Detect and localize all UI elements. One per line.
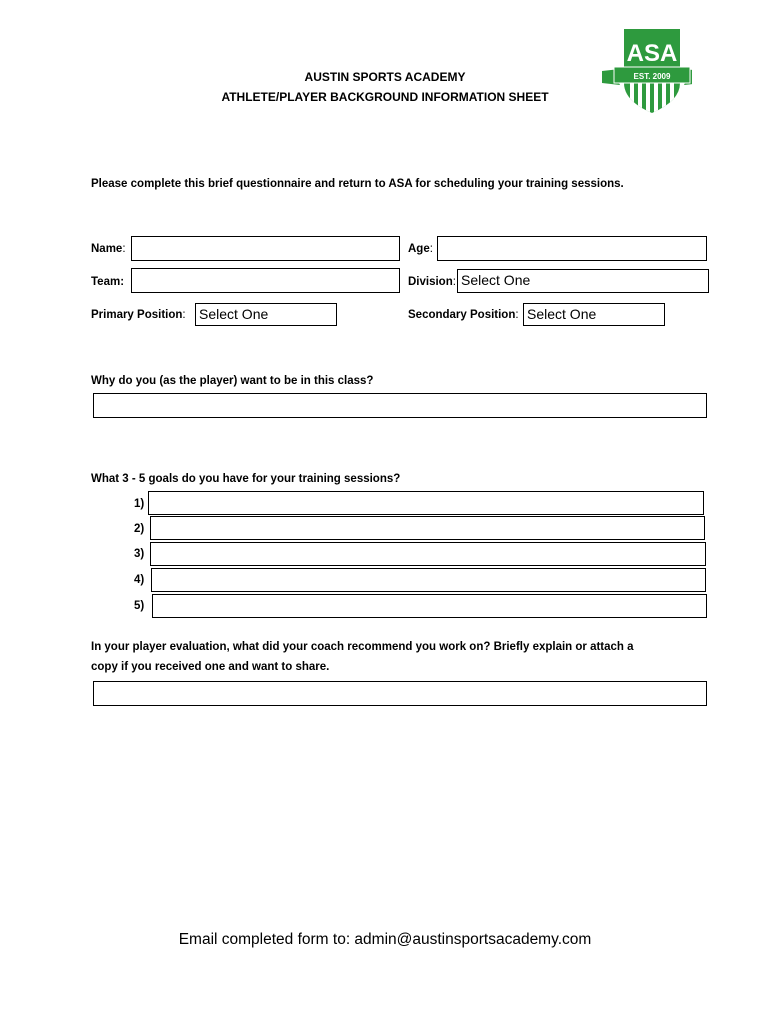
org-title: AUSTIN SPORTS ACADEMY [304, 70, 466, 84]
eval-answer-field[interactable] [93, 681, 707, 706]
asa-logo [600, 25, 692, 117]
goals-question: What 3 - 5 goals do you have for your training sessions? [91, 473, 401, 485]
division-select[interactable]: Select One [457, 269, 709, 293]
goal-field-5[interactable] [152, 594, 707, 618]
name-colon: : [122, 243, 126, 255]
sheet-title: ATHLETE/PLAYER BACKGROUND INFORMATION SHEET [221, 90, 549, 104]
division-label-text: Division [408, 276, 453, 288]
age-field[interactable] [437, 236, 707, 261]
shield-logo-icon [600, 25, 692, 117]
secondary-label-text: Secondary Position [408, 309, 516, 321]
age-label-text: Age [408, 243, 430, 255]
age-label [408, 243, 433, 255]
goal-field-1[interactable] [148, 491, 704, 515]
team-label: Team: [91, 276, 125, 288]
secondary-colon: : [515, 309, 519, 321]
goal-number-2: 2) [134, 523, 145, 535]
team-field[interactable] [131, 268, 400, 293]
eval-question-line1: In your player evaluation, what did your coach recommend you work on? Briefly explain or attach a [91, 641, 634, 653]
intro-text: Please complete this brief questionnaire and return to ASA for scheduling your training sessions. [91, 178, 624, 190]
goal-field-2[interactable] [150, 516, 705, 540]
logo-est: EST. 2009 [633, 72, 671, 81]
primary-colon: : [182, 309, 186, 321]
secondary-position-select[interactable]: Select One [523, 303, 665, 326]
goal-field-4[interactable] [151, 568, 706, 592]
age-colon: : [429, 243, 433, 255]
division-label [408, 276, 456, 288]
goal-field-3[interactable] [150, 542, 706, 566]
goal-number-4: 4) [134, 574, 145, 586]
goal-number-3: 3) [134, 548, 145, 560]
secondary-position-label [408, 309, 519, 321]
logo-text: ASA [626, 40, 678, 67]
name-label-text: Name [91, 243, 123, 255]
name-label [91, 243, 126, 255]
primary-label-text: Primary Position [91, 309, 183, 321]
why-question: Why do you (as the player) want to be in this class? [91, 375, 374, 387]
primary-position-label [91, 309, 186, 321]
goal-number-1: 1) [134, 498, 145, 510]
why-answer-field[interactable] [93, 393, 707, 418]
goal-number-5: 5) [134, 600, 145, 612]
footer-email-instruction: Email completed form to: admin@austinsportsacademy.com [178, 931, 592, 948]
name-field[interactable] [131, 236, 400, 261]
division-colon: : [452, 276, 456, 288]
eval-question-line2: copy if you received one and want to share. [91, 661, 330, 673]
primary-position-select[interactable]: Select One [195, 303, 337, 326]
